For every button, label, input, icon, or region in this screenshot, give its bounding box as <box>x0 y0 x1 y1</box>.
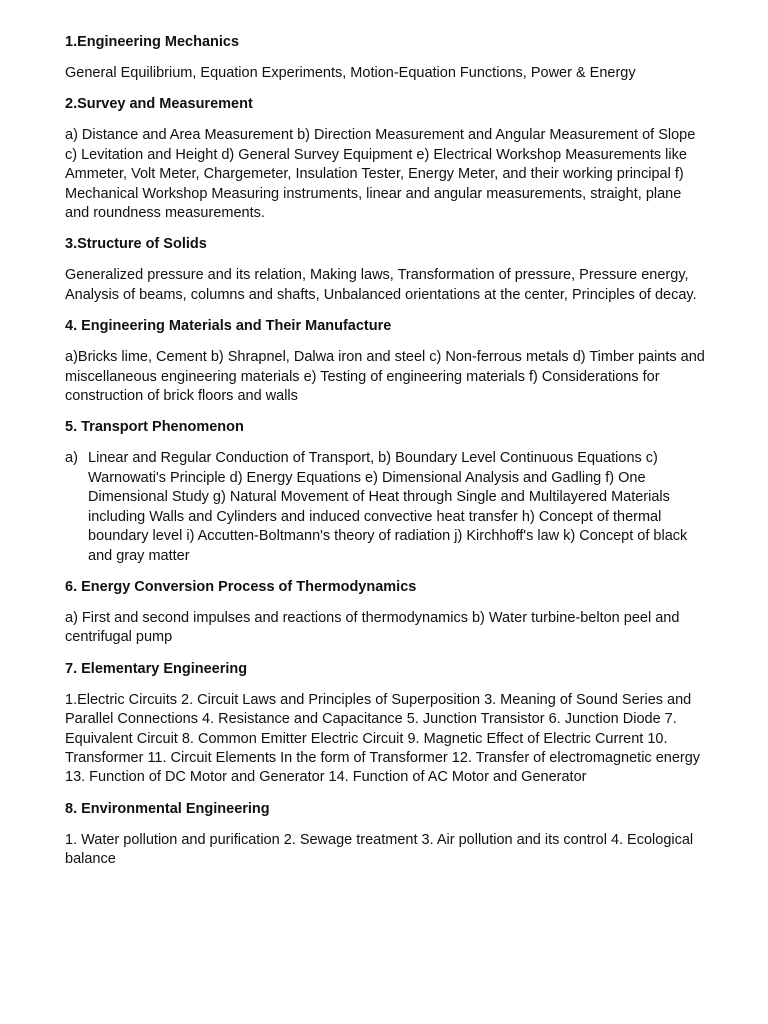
section-heading: 6. Energy Conversion Process of Thermodynamics <box>65 578 417 595</box>
section-survey-and-measurement <box>65 95 708 223</box>
section-body: a)Bricks lime, Cement b) Shrapnel, Dalwa iron and steel c) Non-ferrous metals d) Timber paints and miscellaneous engineering materials e) Testing of engineering materials f) Considerations for construction of brick floors and walls <box>65 349 705 405</box>
section-heading: 1.Engineering Mechanics <box>65 34 240 50</box>
section-energy-conversion <box>65 578 708 648</box>
section-heading: 4. Engineering Materials and Their Manufacture <box>65 318 392 335</box>
list-item <box>65 449 708 565</box>
section-body: Generalized pressure and its relation, Making laws, Transformation of pressure, Pressure energy, Analysis of beams, columns and shafts, Unbalanced orientations at the center, Principles of decay. <box>65 267 697 303</box>
section-engineering-mechanics <box>65 33 708 83</box>
section-body: 1.Electric Circuits 2. Circuit Laws and Principles of Superposition 3. Meaning of Sound Series and Parallel Connections 4. Resistance and Capacitance 5. Junction Transistor 6. Junction Diode 7. Equivalent Circuit 8. Common Emitter Electric Circuit 9. Magnetic Effect of Electric Current 10. Transformer 11. Circuit Elements In the form of Transformer 12. Transfer of electromagnetic energy 13. Function of DC Motor and Generator 14. Function of AC Motor and Generator <box>65 691 701 786</box>
section-body: General Equilibrium, Equation Experiments, Motion-Equation Functions, Power & Energy <box>65 65 636 81</box>
list-marker: a) <box>65 450 78 467</box>
section-heading: 2.Survey and Measurement <box>65 96 253 113</box>
section-elementary-engineering <box>65 660 708 788</box>
section-structure-of-solids <box>65 235 708 305</box>
section-transport-phenomenon <box>65 418 708 565</box>
section-engineering-materials <box>65 317 708 406</box>
section-body: a) First and second impulses and reactions of thermodynamics b) Water turbine-belton peel and centrifugal pump <box>65 609 680 646</box>
list-item-text: Linear and Regular Conduction of Transport, b) Boundary Level Continuous Equations c) Warnowati's Principle d) Energy Equations e) Dimensional Analysis and Gadling f) One Dimensional Study g) Natural Movement of Heat through Single and Multilayered Materials including Walls and Cylinders and induced convective heat transfer h) Concept of thermal boundary level i) Accutten-Boltmann's theory of radiation j) Kirchhoff's law k) Concept of black and gray matter <box>88 450 688 564</box>
section-body: 1. Water pollution and purification 2. Sewage treatment 3. Air pollution and its control 4. Ecological balance <box>65 831 694 868</box>
section-body: a) Distance and Area Measurement b) Direction Measurement and Angular Measurement of Slope c) Levitation and Height d) General Survey Equipment e) Electrical Workshop Measurements like Ammeter, Volt Meter, Chargemeter, Insulation Tester, Energy Meter, and their working principal f) Mechanical Workshop Measuring instruments, linear and angular measurements, straight, plane and roundness measurements. <box>65 127 696 222</box>
section-environmental-engineering <box>65 800 708 870</box>
section-heading: 3.Structure of Solids <box>65 236 207 253</box>
section-heading: 8. Environmental Engineering <box>65 800 270 817</box>
section-heading: 5. Transport Phenomenon <box>65 419 244 436</box>
section-heading: 7. Elementary Engineering <box>65 660 248 677</box>
